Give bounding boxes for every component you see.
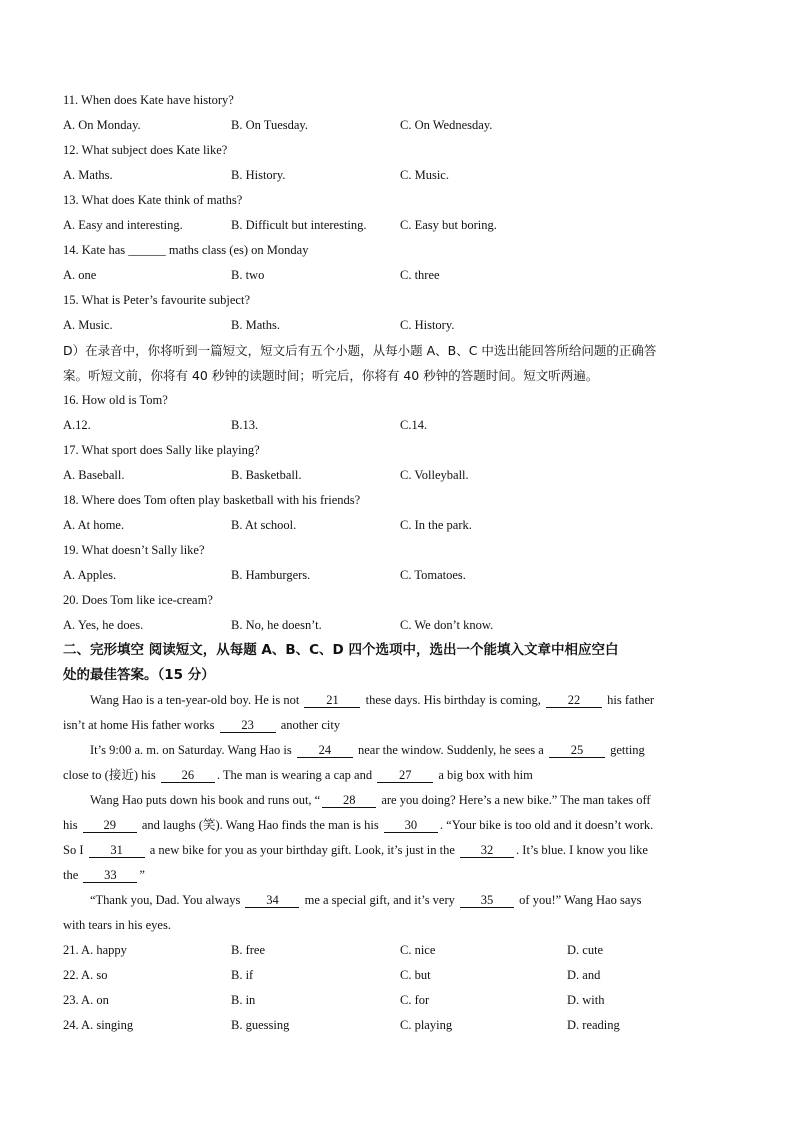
passage-line-10: with tears in his eyes. [63, 918, 171, 932]
option-b: B. Maths. [231, 318, 280, 332]
passage-line-5 [63, 788, 733, 813]
blank-25: 25 [549, 743, 605, 758]
option-c: C. for [400, 993, 430, 1007]
option-b: B. No, he doesn’t. [231, 618, 322, 632]
question-11: 11. When does Kate have history? [63, 93, 234, 107]
option-b: B. On Tuesday. [231, 118, 308, 132]
blank-27: 27 [377, 768, 433, 783]
section-d-instruction-line1: D）在录音中，你将听到一篇短文，短文后有五个小题，从每小题 A、B、C 中选出能回答所给问题的正确答 [63, 343, 657, 358]
option-d: D. cute [567, 943, 604, 957]
option-a: A. Baseball. [63, 468, 125, 482]
option-a: A. Yes, he does. [63, 618, 144, 632]
blank-26: 26 [161, 768, 215, 783]
blank-33: 33 [83, 868, 137, 883]
options-17 [63, 463, 733, 488]
passage-text: close to (接近) his [63, 768, 156, 782]
passage-text: near the window. Suddenly, he sees a [358, 743, 544, 757]
passage-text: . It’s blue. I know you like [516, 843, 648, 857]
option-b: B. free [231, 943, 266, 957]
passage-line-2 [63, 713, 733, 738]
passage-text: So I [63, 843, 84, 857]
option-b: B. At school. [231, 518, 297, 532]
option-b: B. in [231, 993, 256, 1007]
option-a: A.12. [63, 418, 91, 432]
option-a: A. Music. [63, 318, 113, 332]
option-b: B. guessing [231, 1018, 290, 1032]
blank-34: 34 [245, 893, 299, 908]
blank-30: 30 [384, 818, 438, 833]
cloze-options-23 [63, 988, 733, 1013]
options-19 [63, 563, 733, 588]
option-c: C.14. [400, 418, 428, 432]
passage-text: his [63, 818, 78, 832]
passage-text: me a special gift, and it’s very [304, 893, 455, 907]
blank-28: 28 [322, 793, 376, 808]
cloze-options-21 [63, 938, 733, 963]
passage-text: “Thank you, Dad. You always [90, 893, 241, 907]
section-d-instruction-line2: 案。听短文前，你将有 40 秒钟的读题时间；听完后，你将有 40 秒钟的答题时间。短文听两遍。 [63, 368, 599, 383]
option-c: C. three [400, 268, 440, 282]
option-a: A. On Monday. [63, 118, 141, 132]
option-d: D. with [567, 993, 605, 1007]
options-14 [63, 263, 733, 288]
passage-text: Wang Hao puts down his book and runs out, “ [90, 793, 321, 807]
question-18: 18. Where does Tom often play basketball with his friends? [63, 493, 361, 507]
blank-32: 32 [460, 843, 514, 858]
option-c: C. Tomatoes. [400, 568, 466, 582]
options-16 [63, 413, 733, 438]
option-b: B.13. [231, 418, 259, 432]
option-a: 23. A. on [63, 993, 109, 1007]
option-c: C. History. [400, 318, 455, 332]
passage-text: ” [139, 868, 145, 882]
blank-35: 35 [460, 893, 514, 908]
passage-text: another city [280, 718, 341, 732]
section-2-heading-line1: 二、完形填空 阅读短文，从每题 A、B、C、D 四个选项中，选出一个能填入文章中相应空白 [63, 642, 619, 658]
passage-line-3 [63, 738, 733, 763]
passage-text: are you doing? Here’s a new bike.” The man takes off [381, 793, 651, 807]
passage-text: the [63, 868, 79, 882]
option-b: B. Difficult but interesting. [231, 218, 367, 232]
question-17: 17. What sport does Sally like playing? [63, 443, 260, 457]
option-c: C. nice [400, 943, 436, 957]
question-19: 19. What doesn’t Sally like? [63, 543, 205, 557]
passage-text: It’s 9:00 a. m. on Saturday. Wang Hao is [90, 743, 292, 757]
option-c: C. playing [400, 1018, 453, 1032]
passage-text: a new bike for you as your birthday gift. Look, it’s just in the [149, 843, 455, 857]
passage-text: of you!” Wang Hao says [519, 893, 642, 907]
option-b: B. Hamburgers. [231, 568, 311, 582]
passage-text: these days. His birthday is coming, [365, 693, 541, 707]
options-13 [63, 213, 733, 238]
passage-text: getting [610, 743, 645, 757]
option-b: B. two [231, 268, 265, 282]
question-14: 14. Kate has ______ maths class (es) on Monday [63, 243, 309, 257]
options-18 [63, 513, 733, 538]
exam-page [63, 88, 733, 1038]
passage-line-4 [63, 763, 733, 788]
passage-text: a big box with him [438, 768, 533, 782]
blank-29: 29 [83, 818, 137, 833]
option-a: A. Easy and interesting. [63, 218, 183, 232]
blank-22: 22 [546, 693, 602, 708]
passage-text: his father [607, 693, 655, 707]
question-20: 20. Does Tom like ice-cream? [63, 593, 213, 607]
question-15: 15. What is Peter’s favourite subject? [63, 293, 250, 307]
passage-line-8 [63, 863, 733, 888]
option-d: D. reading [567, 1018, 620, 1032]
option-a: A. Apples. [63, 568, 117, 582]
question-16: 16. How old is Tom? [63, 393, 168, 407]
section-2-heading-line2: 处的最佳答案。（15 分） [63, 667, 215, 683]
passage-line-7 [63, 838, 733, 863]
blank-31: 31 [89, 843, 145, 858]
option-a: 24. A. singing [63, 1018, 134, 1032]
option-a: 21. A. happy [63, 943, 127, 957]
option-a: A. At home. [63, 518, 125, 532]
option-b: B. History. [231, 168, 286, 182]
passage-text: . The man is wearing a cap and [216, 768, 373, 782]
passage-line-6 [63, 813, 733, 838]
blank-23: 23 [220, 718, 276, 733]
option-c: C. In the park. [400, 518, 472, 532]
blank-21: 21 [304, 693, 360, 708]
passage-text: and laughs (笑). Wang Hao finds the man is his [141, 818, 379, 832]
options-15 [63, 313, 733, 338]
option-c: C. but [400, 968, 431, 982]
option-c: C. We don’t know. [400, 618, 494, 632]
option-a: A. one [63, 268, 97, 282]
option-a: A. Maths. [63, 168, 113, 182]
question-12: 12. What subject does Kate like? [63, 143, 228, 157]
option-b: B. Basketball. [231, 468, 302, 482]
cloze-options-22 [63, 963, 733, 988]
option-c: C. Easy but boring. [400, 218, 497, 232]
options-11 [63, 113, 733, 138]
question-13: 13. What does Kate think of maths? [63, 193, 243, 207]
option-d: D. and [567, 968, 601, 982]
passage-text: isn’t at home His father works [63, 718, 215, 732]
options-20 [63, 613, 733, 638]
option-b: B. if [231, 968, 254, 982]
option-c: C. On Wednesday. [400, 118, 493, 132]
blank-24: 24 [297, 743, 353, 758]
passage-text: Wang Hao is a ten-year-old boy. He is not [90, 693, 300, 707]
passage-line-1 [63, 688, 733, 713]
option-c: C. Volleyball. [400, 468, 469, 482]
passage-line-9 [63, 888, 733, 913]
cloze-options-24 [63, 1013, 733, 1038]
option-a: 22. A. so [63, 968, 108, 982]
passage-text: . “Your bike is too old and it doesn’t work. [439, 818, 654, 832]
option-c: C. Music. [400, 168, 449, 182]
options-12 [63, 163, 733, 188]
